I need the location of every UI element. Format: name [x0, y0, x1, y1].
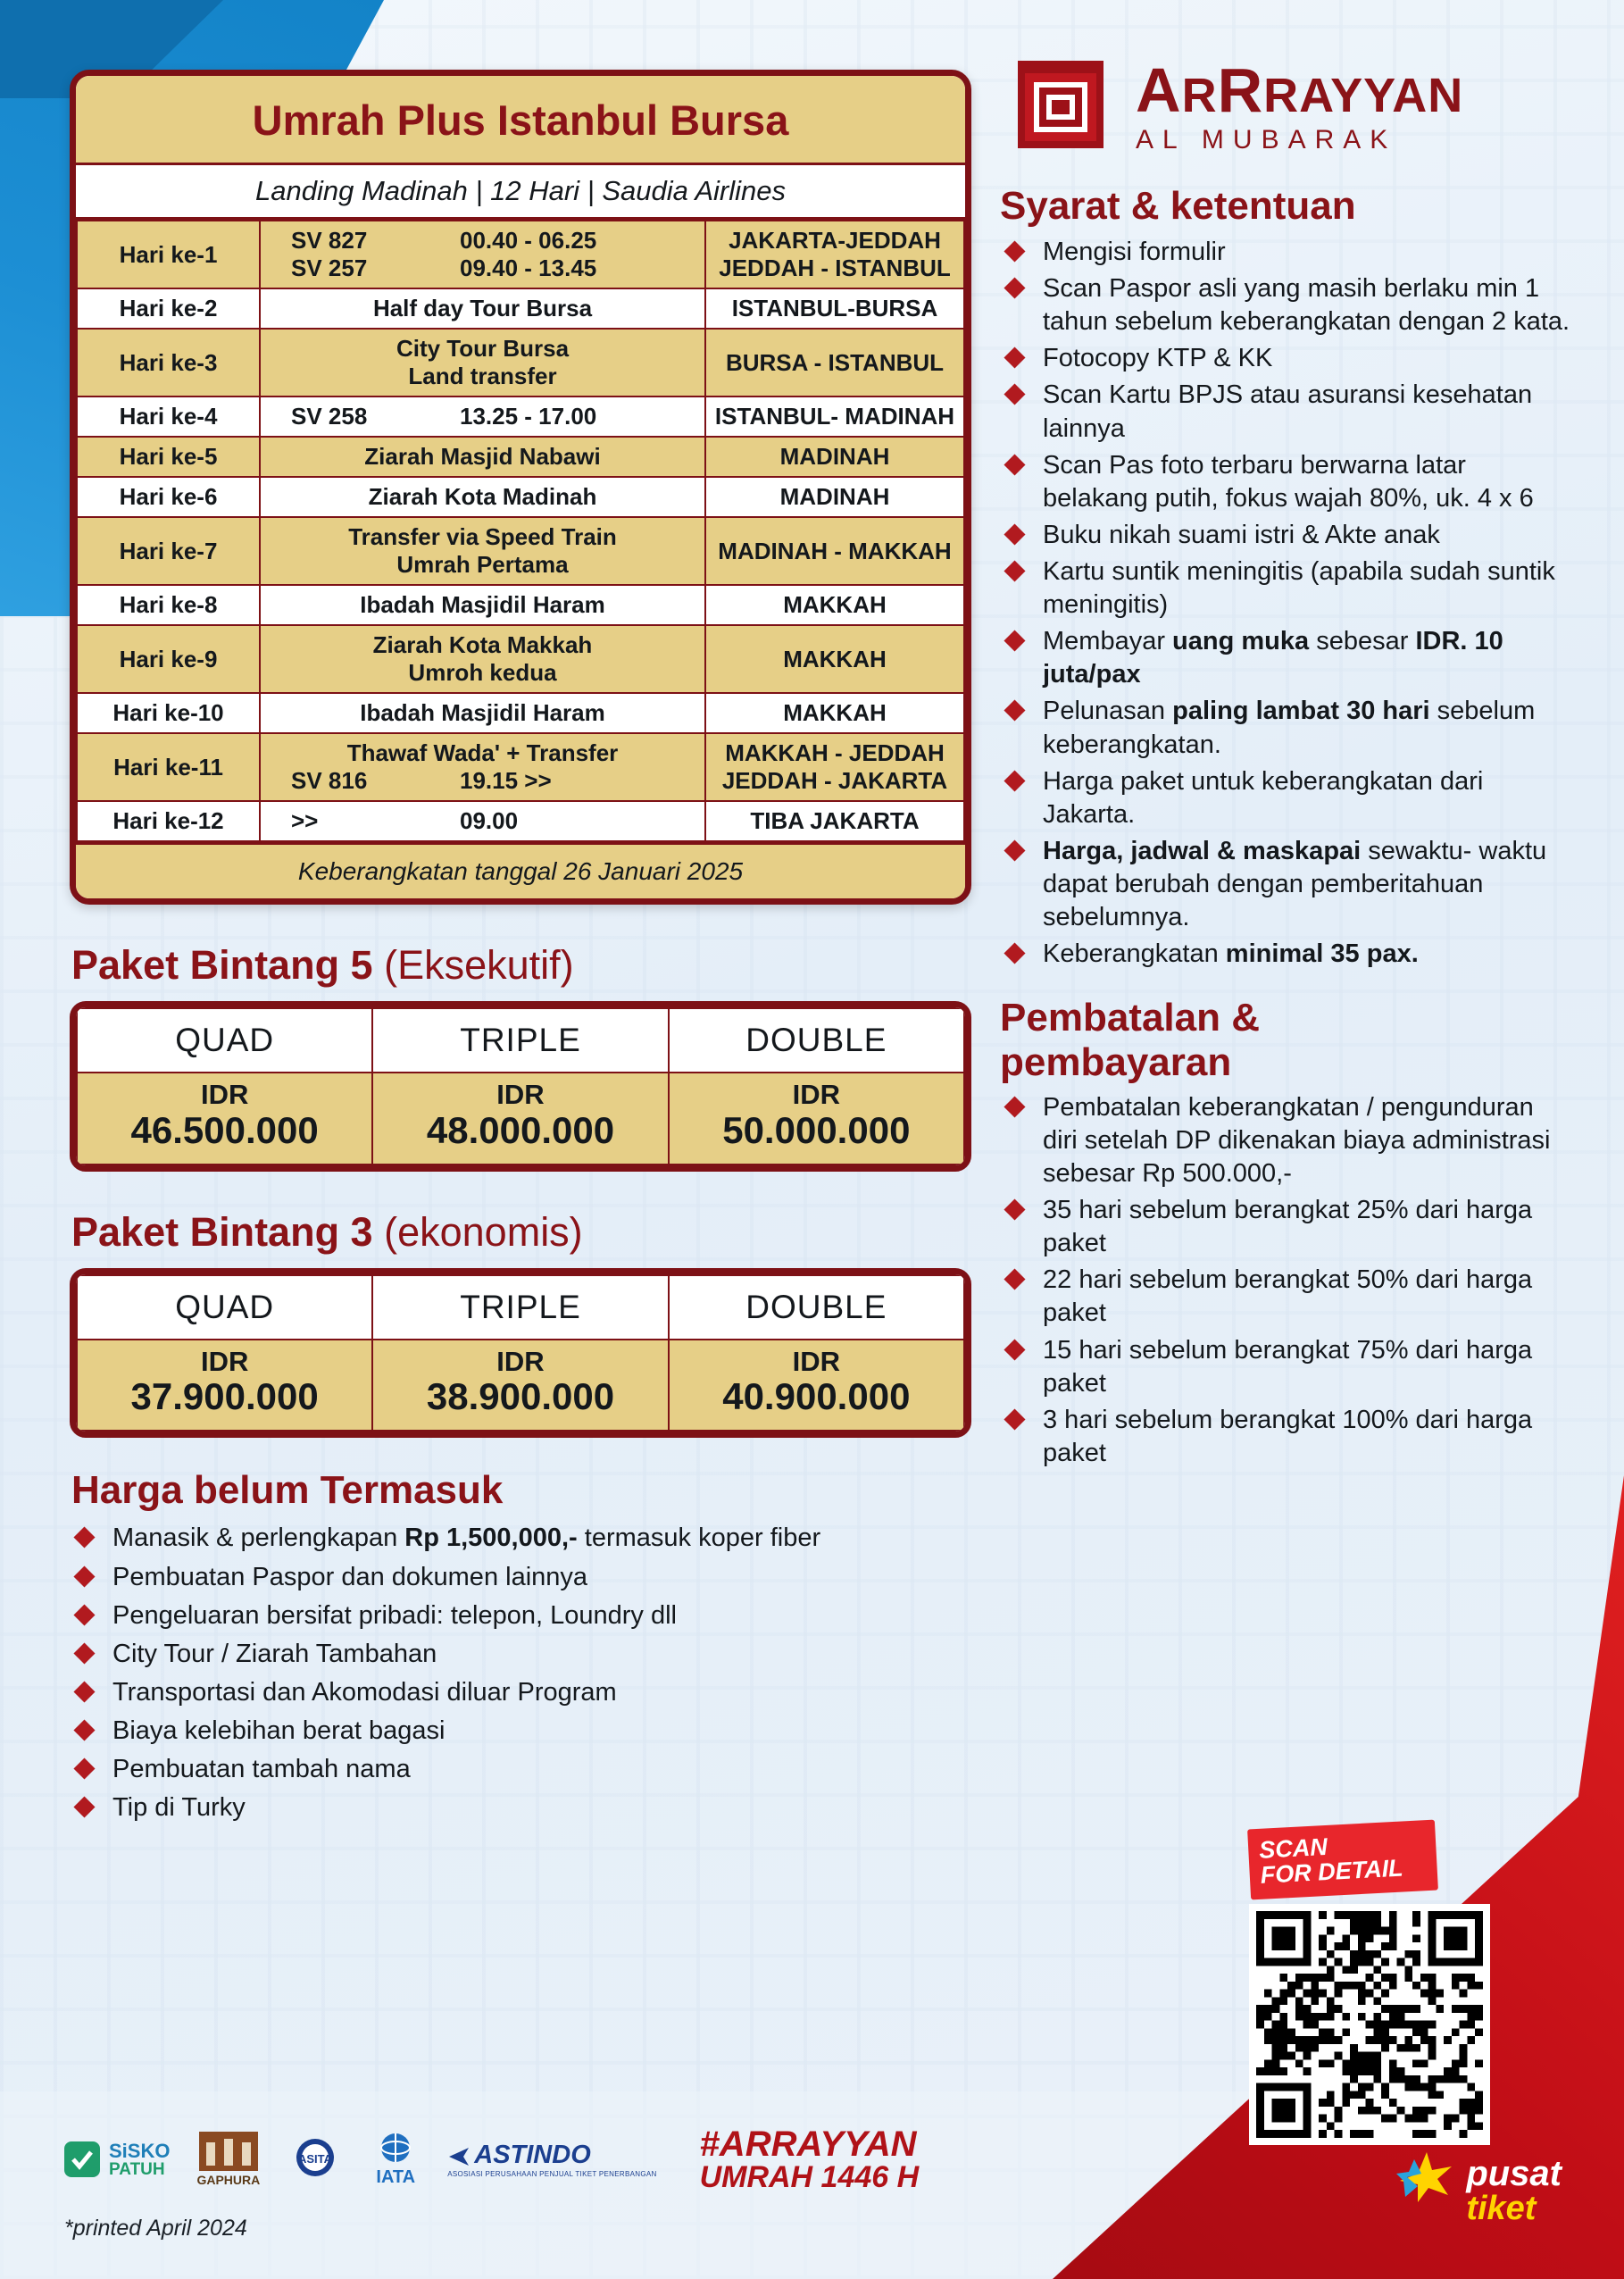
currency-label: IDR [496, 1345, 545, 1377]
package-1-heading [71, 942, 971, 989]
left-column [70, 70, 971, 1830]
itinerary-detail: Ziarah Masjid Nabawi [260, 437, 705, 477]
cancellation-heading [1000, 996, 1571, 1084]
brand-logo [1011, 54, 1571, 159]
itinerary-departure-note: Keberangkatan tanggal 26 Januari 2025 [76, 842, 965, 898]
itinerary-destination: MADINAH - MAKKAH [705, 517, 964, 585]
brand-rr-small: R [1181, 69, 1218, 122]
itinerary-detail: City Tour Bursa Land transfer [260, 329, 705, 397]
currency-label: IDR [496, 1079, 545, 1110]
excluded-item: Pengeluaran bersifat pribadi: telepon, Loundry dll [70, 1599, 971, 1632]
terms-item: Mengisi formulir [1000, 236, 1571, 269]
excluded-item: Biaya kelebihan berat bagasi [70, 1715, 971, 1748]
brand-subtitle: AL MUBARAK [1136, 125, 1397, 154]
package-1-title-light: (Eksekutif) [384, 942, 574, 988]
amount: 46.500.000 [130, 1108, 319, 1151]
asita-icon [287, 2136, 344, 2183]
itinerary-card [70, 70, 971, 905]
package-1-price-card [70, 1001, 971, 1172]
right-column [1000, 54, 1571, 1473]
terms-list [1000, 236, 1571, 971]
terms-item: Kartu suntik meningitis (apabila sudah suntik meningitis) [1000, 555, 1571, 622]
partner-astindo [447, 2141, 656, 2178]
itinerary-detail: Half day Tour Bursa [260, 288, 705, 329]
excluded-item: Transportasi dan Akomodasi diluar Program [70, 1676, 971, 1709]
pusat-line2: tiket [1466, 2190, 1537, 2227]
terms-item: Scan Kartu BPJS atau asuransi kesehatan lainnya [1000, 379, 1571, 445]
itinerary-day: Hari ke-6 [77, 477, 260, 517]
amount: 38.900.000 [426, 1375, 615, 1418]
currency-label: IDR [792, 1079, 841, 1110]
package-2-price-quad [77, 1340, 372, 1432]
itinerary-day: Hari ke-7 [77, 517, 260, 585]
excluded-item: Tip di Turky [70, 1791, 971, 1824]
itinerary-detail: Ziarah Kota Madinah [260, 477, 705, 517]
package-2-heading [71, 1209, 971, 1256]
excluded-item: City Tour / Ziarah Tambahan [70, 1638, 971, 1671]
cancellation-list [1000, 1091, 1571, 1470]
itinerary-row [77, 517, 964, 585]
patuh-label: PATUH [109, 2159, 165, 2179]
itinerary-row [77, 329, 964, 397]
package-1-price-double [669, 1073, 964, 1165]
excluded-list [70, 1522, 971, 1824]
package-2-title-bold: Paket Bintang 3 [71, 1208, 373, 1255]
itinerary-row [77, 625, 964, 693]
itinerary-row [77, 437, 964, 477]
terms-heading: Syarat & ketentuan [1000, 184, 1356, 228]
itinerary-day: Hari ke-10 [77, 693, 260, 733]
cancellation-item: 3 hari sebelum berangkat 100% dari harga paket [1000, 1404, 1571, 1470]
excluded-item: Manasik & perlengkapan Rp 1,500,000,- termasuk koper fiber [70, 1522, 971, 1555]
terms-item: Buku nikah suami istri & Akte anak [1000, 519, 1571, 552]
package-2-col-triple: TRIPLE [372, 1275, 668, 1340]
amount: 48.000.000 [426, 1108, 615, 1151]
itinerary-row [77, 221, 964, 288]
itinerary-table [76, 220, 965, 842]
itinerary-detail: SV 827 00.40 - 06.25 SV 257 09.40 - 13.45 [260, 221, 705, 288]
gaphura-label: GAPHURA [196, 2173, 261, 2188]
package-1-col-triple: TRIPLE [372, 1008, 668, 1073]
package-1-col-double: DOUBLE [669, 1008, 964, 1073]
amount: 50.000.000 [722, 1108, 911, 1151]
itinerary-day: Hari ke-4 [77, 397, 260, 437]
package-1-col-quad: QUAD [77, 1008, 372, 1073]
itinerary-detail: Thawaf Wada' + Transfer SV 816 19.15 >> [260, 733, 705, 801]
brand-name [1136, 55, 1464, 125]
itinerary-detail: Ibadah Masjidil Haram [260, 693, 705, 733]
package-1-price-quad [77, 1073, 372, 1165]
pusat-tiket-star-icon [1396, 2150, 1459, 2204]
cancellation-item: Pembatalan keberangkatan / pengunduran diri setelah DP dikenakan biaya administrasi sebesar Rp 500.000,- [1000, 1091, 1571, 1190]
amount: 40.900.000 [722, 1375, 911, 1418]
terms-item: Keberangkatan minimal 35 pax. [1000, 938, 1571, 971]
itinerary-destination: JAKARTA-JEDDAH JEDDAH - ISTANBUL [705, 221, 964, 288]
terms-item: Harga, jadwal & maskapai sewaktu- waktu dapat berubah dengan pemberitahuan sebelumnya. [1000, 835, 1571, 934]
package-2-price-card [70, 1268, 971, 1439]
itinerary-detail: Transfer via Speed Train Umrah Pertama [260, 517, 705, 585]
qr-code[interactable] [1249, 1904, 1490, 2145]
partner-asita [287, 2136, 344, 2183]
itinerary-day: Hari ke-3 [77, 329, 260, 397]
package-2-price-double [669, 1340, 964, 1432]
sisko-patuh-icon [62, 2140, 102, 2179]
package-2-header-row [77, 1275, 964, 1340]
pusat-line1: pusat [1466, 2154, 1562, 2193]
scan-block [1249, 1824, 1490, 2145]
printed-note: *printed April 2024 [64, 2216, 247, 2241]
terms-item: Harga paket untuk keberangkatan dari Jakarta. [1000, 765, 1571, 831]
currency-label: IDR [200, 1079, 249, 1110]
excluded-heading: Harga belum Termasuk [71, 1468, 504, 1513]
sisko-label: SiSKO [109, 2139, 171, 2162]
package-2-col-double: DOUBLE [669, 1275, 964, 1340]
itinerary-day: Hari ke-11 [77, 733, 260, 801]
itinerary-row [77, 733, 964, 801]
package-2-price-triple [372, 1340, 668, 1432]
brand-initial-a: A [1136, 55, 1182, 125]
package-1-price-table [76, 1007, 965, 1165]
itinerary-destination: MAKKAH [705, 693, 964, 733]
itinerary-subtitle: Landing Madinah | 12 Hari | Saudia Airlines [76, 163, 965, 220]
itinerary-destination: MAKKAH [705, 625, 964, 693]
amount: 37.900.000 [130, 1375, 319, 1418]
itinerary-row [77, 585, 964, 625]
currency-label: IDR [792, 1345, 841, 1377]
svg-text:ASITA: ASITA [298, 2152, 333, 2166]
itinerary-destination: MADINAH [705, 477, 964, 517]
terms-item: Scan Paspor asli yang masih berlaku min 1 tahun sebelum keberangkatan dengan 2 kata. [1000, 272, 1571, 338]
excluded-item: Pembuatan tambah nama [70, 1753, 971, 1786]
package-2-title-light: (ekonomis) [384, 1208, 583, 1255]
hashtag-line2: UMRAH 1446 H [699, 2160, 920, 2195]
gaphura-icon [199, 2132, 258, 2171]
itinerary-day: Hari ke-1 [77, 221, 260, 288]
cancellation-item: 35 hari sebelum berangkat 25% dari harga paket [1000, 1194, 1571, 1260]
kaaba-calligraphy-icon [1011, 54, 1116, 159]
cancellation-title-line2: pembayaran [1000, 1039, 1232, 1084]
itinerary-title: Umrah Plus Istanbul Bursa [76, 76, 965, 163]
itinerary-destination: ISTANBUL-BURSA [705, 288, 964, 329]
itinerary-detail: Ziarah Kota Makkah Umroh kedua [260, 625, 705, 693]
scan-tag-line2: FOR DETAIL [1260, 1855, 1404, 1890]
package-2-value-row [77, 1340, 964, 1432]
excluded-item: Pembuatan Paspor dan dokumen lainnya [70, 1561, 971, 1594]
itinerary-destination: MAKKAH [705, 585, 964, 625]
pusat-tiket-logo [1466, 2156, 1562, 2225]
package-2-col-quad: QUAD [77, 1275, 372, 1340]
qr-code-icon [1256, 1911, 1483, 2138]
package-1-title-bold: Paket Bintang 5 [71, 942, 373, 988]
itinerary-destination: MADINAH [705, 437, 964, 477]
itinerary-day: Hari ke-5 [77, 437, 260, 477]
cancellation-item: 15 hari sebelum berangkat 75% dari harga paket [1000, 1334, 1571, 1400]
itinerary-row [77, 288, 964, 329]
itinerary-row [77, 477, 964, 517]
itinerary-day: Hari ke-9 [77, 625, 260, 693]
brand-initial-r: R [1217, 55, 1264, 125]
astindo-plane-icon [447, 2144, 471, 2167]
partner-sisko-patuh [62, 2140, 170, 2179]
itinerary-destination: BURSA - ISTANBUL [705, 329, 964, 397]
itinerary-destination: TIBA JAKARTA [705, 801, 964, 841]
astindo-sublabel: ASOSIASI PERUSAHAAN PENJUAL TIKET PENERBANGAN [447, 2170, 657, 2179]
iata-label: IATA [376, 2166, 416, 2187]
partner-iata [371, 2132, 421, 2188]
itinerary-row [77, 693, 964, 733]
itinerary-detail: >> 09.00 [260, 801, 705, 841]
brand-name-rest: RAYYAN [1263, 69, 1464, 122]
terms-item: Fotocopy KTP & KK [1000, 342, 1571, 375]
package-1-value-row [77, 1073, 964, 1165]
partner-gaphura [196, 2132, 260, 2187]
terms-item: Membayar uang muka sebesar IDR. 10 juta/pax [1000, 625, 1571, 691]
currency-label: IDR [200, 1345, 249, 1377]
itinerary-day: Hari ke-2 [77, 288, 260, 329]
itinerary-row [77, 397, 964, 437]
itinerary-detail: SV 258 13.25 - 17.00 [260, 397, 705, 437]
itinerary-destination: ISTANBUL- MADINAH [705, 397, 964, 437]
iata-icon [371, 2132, 421, 2167]
terms-item: Pelunasan paling lambat 30 hari sebelum keberangkatan. [1000, 695, 1571, 761]
campaign-hashtag [700, 2126, 920, 2193]
terms-item: Scan Pas foto terbaru berwarna latar belakang putih, fokus wajah 80%, uk. 4 x 6 [1000, 449, 1571, 515]
itinerary-day: Hari ke-8 [77, 585, 260, 625]
cancellation-title-line1: Pembatalan & [1000, 996, 1260, 1040]
astindo-label: ASTINDO [474, 2141, 591, 2170]
itinerary-row [77, 801, 964, 841]
itinerary-day: Hari ke-12 [77, 801, 260, 841]
package-2-price-table [76, 1274, 965, 1432]
package-1-header-row [77, 1008, 964, 1073]
hashtag-line1: #ARRAYYAN [699, 2124, 917, 2164]
scan-tag [1247, 1820, 1438, 1900]
itinerary-destination: MAKKAH - JEDDAH JEDDAH - JAKARTA [705, 733, 964, 801]
partner-logos [62, 2126, 919, 2193]
brand-wordmark [1136, 55, 1464, 154]
cancellation-item: 22 hari sebelum berangkat 50% dari harga paket [1000, 1264, 1571, 1330]
package-1-price-triple [372, 1073, 668, 1165]
scan-tag-line1: SCAN [1258, 1833, 1328, 1865]
itinerary-detail: Ibadah Masjidil Haram [260, 585, 705, 625]
